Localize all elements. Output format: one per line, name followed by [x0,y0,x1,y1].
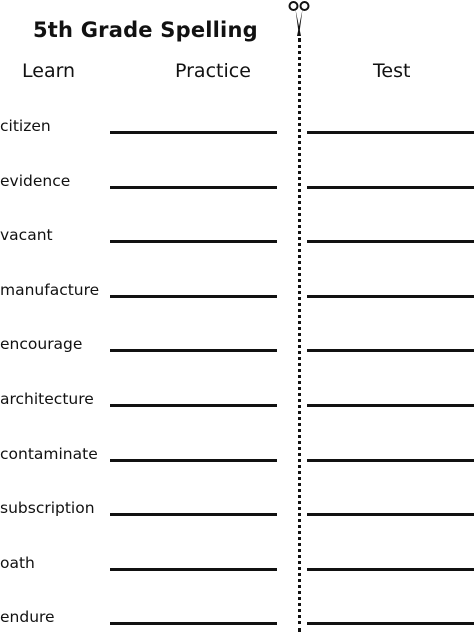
spelling-word: subscription [0,499,95,518]
page-title: 5th Grade Spelling [33,18,258,42]
test-line[interactable] [307,622,474,625]
practice-line[interactable] [110,349,277,352]
spelling-word: endure [0,608,55,627]
spelling-word: vacant [0,226,53,245]
test-line[interactable] [307,349,474,352]
word-row [0,608,474,638]
practice-line[interactable] [110,131,277,134]
test-line[interactable] [307,404,474,407]
spelling-word: manufacture [0,280,100,299]
test-line[interactable] [307,513,474,516]
practice-line[interactable] [110,186,277,189]
spelling-word: oath [0,553,35,572]
word-row [0,172,474,202]
word-row [0,281,474,311]
spelling-word: encourage [0,335,83,354]
practice-line[interactable] [110,622,277,625]
test-line[interactable] [307,131,474,134]
practice-line[interactable] [110,459,277,462]
test-line[interactable] [307,186,474,189]
test-line[interactable] [307,459,474,462]
test-line[interactable] [307,568,474,571]
column-header-test: Test [373,60,411,82]
column-header-practice: Practice [175,60,251,82]
practice-line[interactable] [110,404,277,407]
word-row [0,445,474,475]
practice-line[interactable] [110,513,277,516]
test-line[interactable] [307,240,474,243]
word-row [0,226,474,256]
spelling-word: architecture [0,390,94,408]
word-row [0,335,474,365]
practice-line[interactable] [110,568,277,571]
word-row [0,554,474,584]
spelling-word: citizen [0,117,51,135]
test-line[interactable] [307,295,474,298]
spelling-word: evidence [0,171,71,190]
word-row [0,499,474,529]
word-row [0,390,474,420]
word-row [0,117,474,147]
column-header-learn: Learn [22,60,76,82]
spelling-word: contaminate [0,444,98,463]
practice-line[interactable] [110,240,277,243]
practice-line[interactable] [110,295,277,298]
